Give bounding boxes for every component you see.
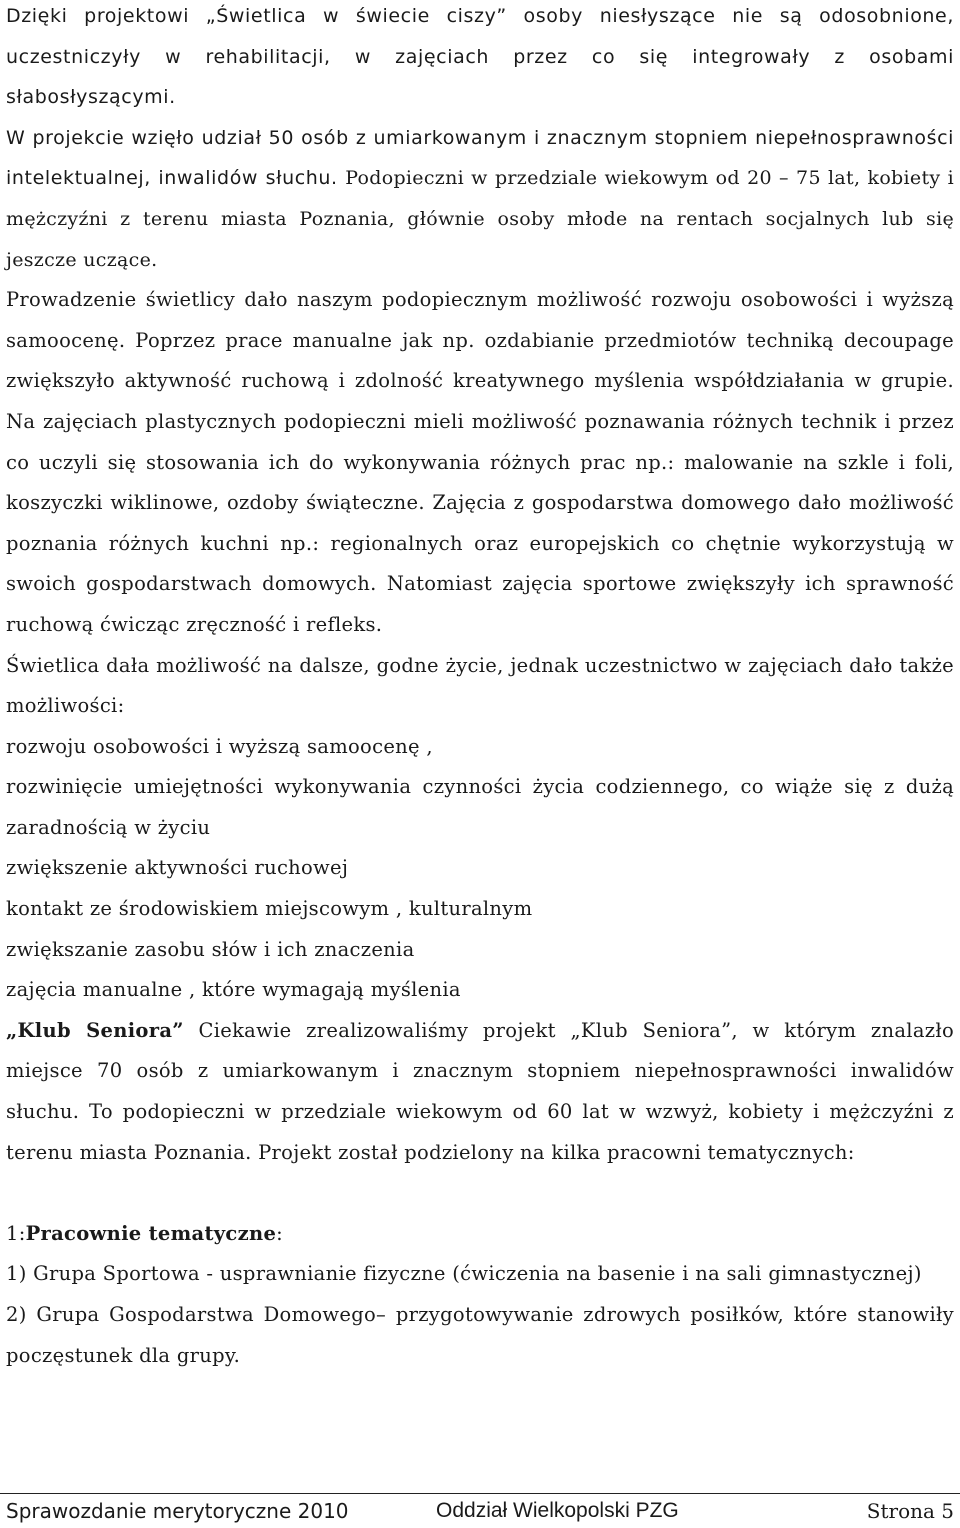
klub-seniora-heading: „Klub Seniora” bbox=[6, 1018, 184, 1042]
list-item: zwiększanie zasobu słów i ich znaczenia bbox=[6, 937, 415, 961]
paragraph-participants bbox=[6, 118, 954, 280]
list-item: zwiększenie aktywności ruchowej bbox=[6, 856, 349, 880]
section-colon: : bbox=[276, 1221, 284, 1245]
list-item: rozwinięcie umiejętności wykonywania czynności życia codziennego, co wiąże się z dużą zaradnością w życiu bbox=[6, 775, 954, 839]
participants-age-sentence: Podopieczni w przedziale wiekowym od 20 – 75 lat, kobiety i mężczyźni z terenu miasta Poznania, głównie osoby młode na rentach socjalnych lub się jeszcze uczące. bbox=[6, 167, 954, 271]
klub-seniora-text: Ciekawie zrealizowaliśmy projekt „Klub Seniora”, w którym znalazło miejsce 70 osób z umiarkowanym i znacznym stopniem niepełnosprawności inwalidów słuchu. To podopieczni w przedziale wiekowym od 60 lat w wzwyż, kobiety i mężczyźni z terenu miasta Poznania. Projekt został podzielony na kilka pracowni tematycznych: bbox=[6, 1018, 954, 1164]
section-number: 1: bbox=[6, 1221, 26, 1245]
blank-line bbox=[6, 1173, 954, 1214]
participants-sentence: W projekcie wzięło udział 50 osób z umiarkowanym i znacznym stopniem niepełnosprawności intelektualnej, inwalidów słuchu. bbox=[6, 126, 954, 190]
document-body bbox=[6, 0, 954, 1376]
footer-report-title: Sprawozdanie merytoryczne 2010 bbox=[6, 1499, 349, 1523]
section-heading bbox=[6, 1214, 954, 1255]
page-footer bbox=[0, 1493, 960, 1528]
group-item: 2) Grupa Gospodarstwa Domowego– przygotowywanie zdrowych posiłków, które stanowiły poczęstunek dla grupy. bbox=[6, 1303, 954, 1367]
paragraph-activities: Prowadzenie świetlicy dało naszym podopiecznym możliwość rozwoju osobowości i wyższą samoocenę. Poprzez prace manualne jak np. ozdabianie przedmiotów techniką decoupage zwiększyło aktywność ruchową i zdolność kreatywnego myślenia współdziałania w grupie. Na zajęciach plastycznych podopieczni mieli możliwość poznawania różnych technik i przez co uczyli się stosowania ich do wykonywania różnych prac np.: malowanie na szkle i foli, koszyczki wiklinowe, ozdoby świąteczne. Zajęcia z gospodarstwa domowego dało możliwość poznania różnych kuchni np.: regionalnych oraz europejskich co chętnie wykorzystują w swoich gospodarstwach domowych. Natomiast zajęcia sportowe zwiększyły ich sprawność ruchową ćwicząc zręczność i refleks. bbox=[6, 288, 954, 636]
paragraph-klub-seniora bbox=[6, 1011, 954, 1173]
list-item: kontakt ze środowiskiem miejscowym , kulturalnym bbox=[6, 897, 533, 921]
footer-page-number: Strona 5 bbox=[866, 1499, 954, 1523]
section-title: Pracownie tematyczne bbox=[25, 1221, 277, 1245]
list-item: rozwoju osobowości i wyższą samoocenę , bbox=[6, 734, 433, 758]
list-item: zajęcia manualne , które wymagają myślenia bbox=[6, 978, 461, 1002]
group-item: 1) Grupa Sportowa - usprawnianie fizyczne (ćwiczenia na basenie i na sali gimnastycznej) bbox=[6, 1262, 922, 1286]
paragraph-opportunities: Świetlica dała możliwość na dalsze, godne życie, jednak uczestnictwo w zajęciach dało także możliwości: bbox=[6, 653, 954, 718]
paragraph-intro: Dzięki projektowi „Świetlica w świecie ciszy” osoby niesłyszące nie są odosobnione, uczestniczyły w rehabilitacji, w zajęciach przez co się integrowały z osobami słabosłyszącymi. bbox=[6, 5, 954, 109]
footer-organization: Oddział Wielkopolski PZG bbox=[436, 1499, 679, 1522]
